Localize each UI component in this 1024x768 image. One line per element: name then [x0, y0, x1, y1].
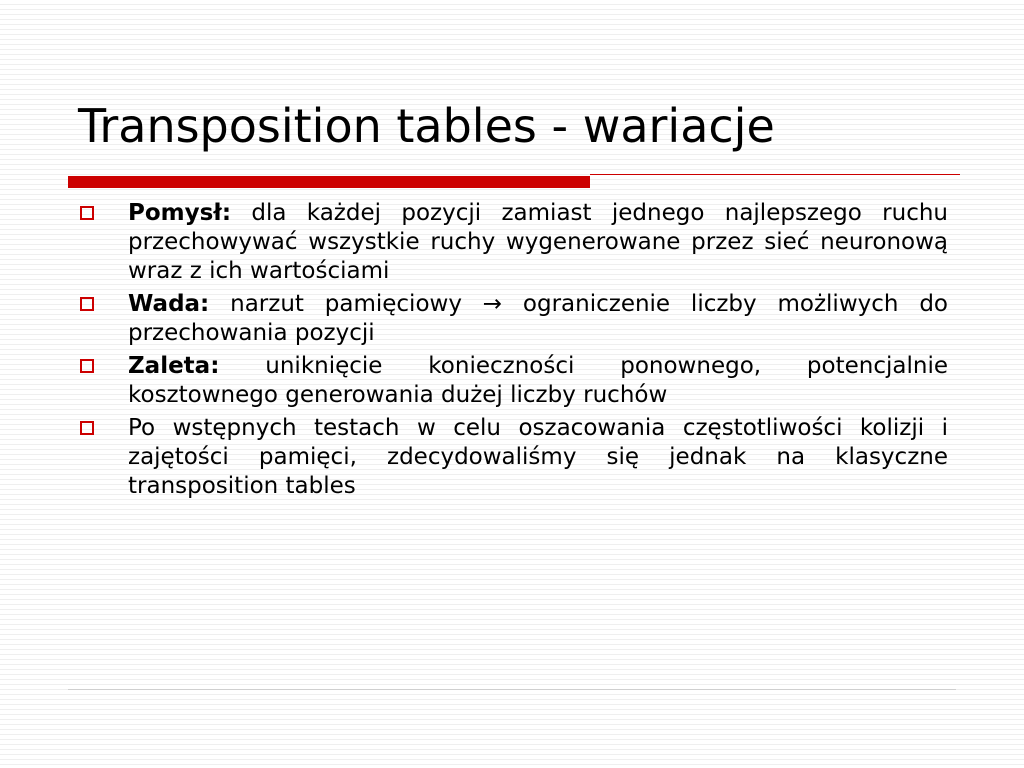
bullet-text: Po wstępnych testach w celu oszacowania częstotliwości kolizji i zajętości pamięci, zdecydowaliśmy się jednak na klasyczne transposition tables	[128, 415, 948, 499]
bullet-item-pomysl	[78, 199, 948, 286]
bullet-text: dla każdej pozycji zamiast jednego najlepszego ruchu przechowywać wszystkie ruchy wygenerowane przez sieć neuronową wraz z ich wartościami	[128, 200, 948, 284]
hollow-square-bullet-icon	[80, 297, 94, 311]
title-underline-thin-line	[590, 174, 960, 175]
bullet-term: Wada:	[128, 291, 210, 317]
hollow-square-bullet-icon	[80, 359, 94, 373]
hollow-square-bullet-icon	[80, 206, 94, 220]
title-underline	[68, 173, 960, 189]
bullet-text: uniknięcie konieczności ponownego, potencjalnie kosztownego generowania dużej liczby ruchów	[128, 353, 948, 408]
bullet-item-wada	[78, 290, 948, 348]
bullet-term: Pomysł:	[128, 200, 232, 226]
slide-title: Transposition tables - wariacje	[78, 99, 775, 153]
title-underline-thick-bar	[68, 176, 590, 188]
bullet-list	[78, 199, 948, 505]
hollow-square-bullet-icon	[80, 421, 94, 435]
bullet-text: narzut pamięciowy → ograniczenie liczby możliwych do przechowania pozycji	[128, 291, 948, 346]
footer-divider	[68, 689, 956, 690]
bullet-term: Zaleta:	[128, 353, 220, 379]
bullet-item-conclusion	[78, 414, 948, 501]
bullet-item-zaleta	[78, 352, 948, 410]
